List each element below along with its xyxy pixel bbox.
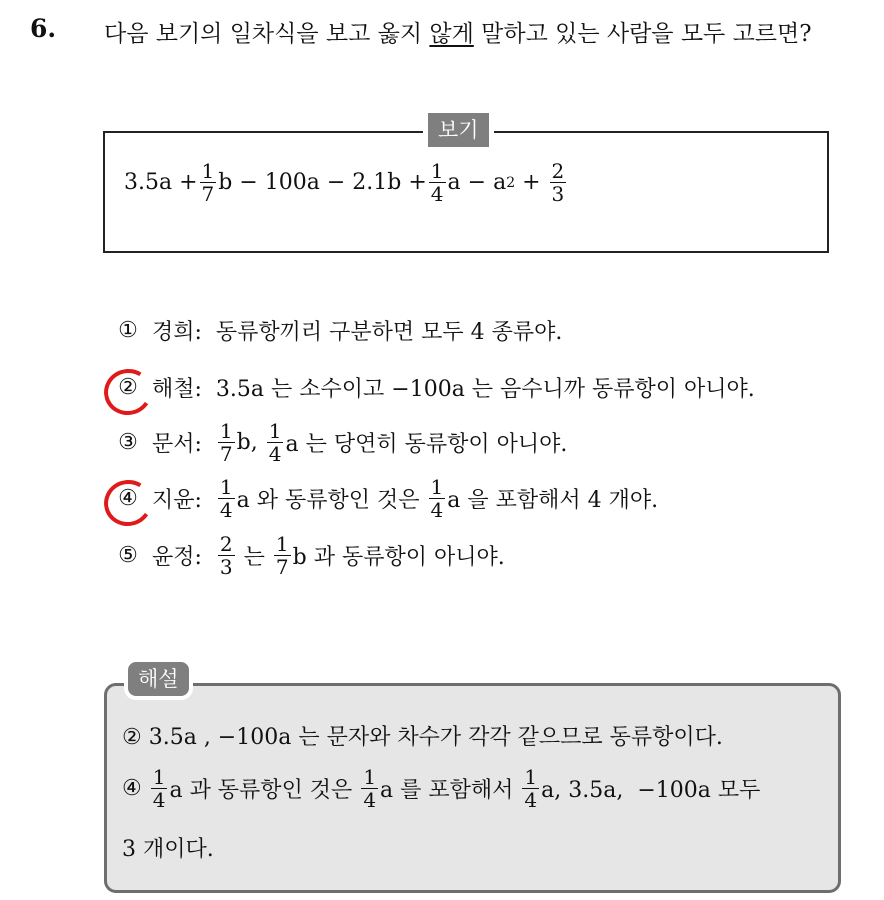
fraction: $\frac{1}{4}$ [152,765,166,812]
fraction: $\frac{2}{3}$ [551,159,565,206]
fraction: $\frac{1}{4}$ [268,419,282,466]
option-name: 윤정: [152,545,202,570]
red-circle-mark [100,365,157,420]
option-name: 해철: [152,377,202,402]
fraction: $\frac{1}{4}$ [524,765,538,812]
option-2 [112,372,755,403]
fraction: $\frac{1}{4}$ [363,765,377,812]
explanation-line-3: 3 개이다. [122,837,214,862]
explanation-line-1: ② 3.5a , −100a 는 문자와 차수가 각각 같으므로 동류항이다. [122,725,723,750]
option-text: a 을 포함해서 4 개야. [447,488,659,513]
option-text: 3.5a 는 소수이고 −100a 는 음수니까 동류항이 아니야. [215,377,755,402]
fraction: $\frac{1}{4}$ [219,475,233,522]
explanation-line-2: ④ $\frac{1}{4}$ a 과 동류항인 것은 $\frac{1}{4}$ a 를 포함해서 $\frac{1}{4}$ a, 3.5a, −100a 모두 [122,765,761,812]
underlined-word: 않게 [429,21,474,47]
fraction: $\frac{1}{7}$ [275,532,289,579]
option-3: ③ 문서: $\frac{1}{7}$ b, $\frac{1}{4}$ a 는 당연히 동류항이 아니야. [112,420,567,465]
fraction: $\frac{1}{7}$ [219,419,233,466]
question-text: 다음 보기의 일차식을 보고 옳지 않게 말하고 있는 사람을 모두 고르면? [104,21,812,47]
question-number: 6. [30,14,57,43]
option-1 [112,315,562,346]
option-marker: ① [118,318,138,343]
fraction: $\frac{2}{3}$ [219,532,233,579]
option-marker: ⑤ [118,543,138,568]
red-circle-mark [100,476,157,531]
option-4: ④ 지윤: $\frac{1}{4}$ a 와 동류항인 것은 $\frac{1}{4}$ a 을 포함해서 4 개야. [112,476,658,521]
fraction: $\frac{1}{4}$ [430,475,444,522]
option-text: b 과 동류항이 아니야. [292,545,505,570]
option-name: 지윤: [152,488,202,513]
option-text: 동류항끼리 구분하면 모두 4 종류야. [215,320,563,345]
option-marker: ③ [118,430,138,455]
option-marker: ④ [118,486,138,511]
explanation-label: 해설 [128,662,189,696]
option-text: a 는 당연히 동류항이 아니야. [285,432,568,457]
bogi-label: 보기 [428,113,489,147]
option-5: ⑤ 윤정: $\frac{2}{3}$ 는 $\frac{1}{7}$ b 과 동류항이 아니야. [112,533,505,578]
option-name: 문서: [152,432,202,457]
option-marker: ② [118,375,138,400]
option-name: 경희: [152,320,202,345]
fraction: $\frac{1}{4}$ [430,159,444,206]
bogi-expression: 3.5a + $\frac{1}{7}$ b − 100a − 2.1b + $\frac{1}{4}$ a − a 2 + $\frac{2}{3}$ [124,159,565,206]
fraction: $\frac{1}{7}$ [201,159,215,206]
